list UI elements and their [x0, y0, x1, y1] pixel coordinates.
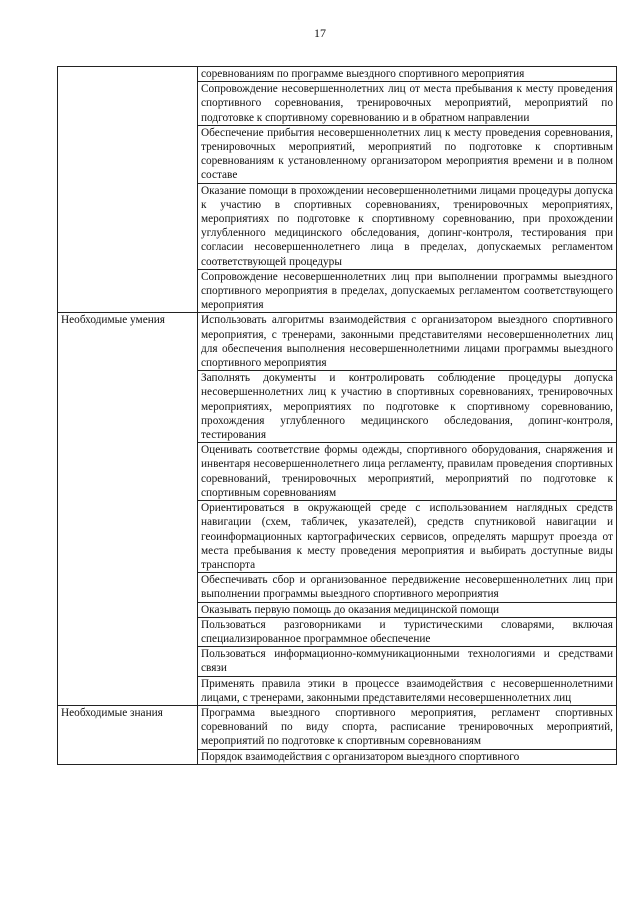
function-cell: Обеспечение прибытия несовершеннолетних лиц к месту проведения соревнования, тренировочных мероприятий, мероприятий по подготовке к спортивным соревнованиям к установленному организатором мероприятия времени и в полном составе: [198, 125, 617, 183]
skill-cell: Ориентироваться в окружающей среде с использованием наглядных средств навигации (схем, табличек, указателей), средств спутниковой навигации и геоинформационных картографических сервисов, определять маршрут проезда от места пребывания к месту проведения мероприятия и выбирать доступные виды транспорта: [198, 501, 617, 573]
skill-cell: Пользоваться информационно-коммуникационными технологиями и средствами связи: [198, 647, 617, 676]
function-cell: Оказание помощи в прохождении несовершеннолетними лицами процедуры допуска к участию в спортивных соревнованиях, тренировочных мероприятиях, мероприятиях по подготовке к спортивному соревнованию, при прохождении углубленного медицинского обследования, допинг-контроля, тестирования при согласии несовершеннолетнего лица в пределах, допускаемых регламентом соответствующей процедуры: [198, 183, 617, 269]
knowledge-cell: Программа выездного спортивного мероприятия, регламент спортивных соревнований по виду спорта, расписание тренировочных мероприятий, мероприятий по подготовке к спортивным соревнованиям: [198, 705, 617, 749]
table-row: [58, 705, 617, 749]
function-cell: Сопровождение несовершеннолетних лиц от места пребывания к месту проведения спортивного соревнования, тренировочных мероприятий, мероприятий по подготовке к спортивному соревнованию и в обратном направлении: [198, 82, 617, 126]
function-cell: соревнованиям по программе выездного спортивного мероприятия: [198, 67, 617, 82]
skill-cell: Применять правила этики в процессе взаимодействия с несовершеннолетними лицами, с тренерами, законными представителями несовершеннолетних лиц: [198, 676, 617, 705]
skill-cell: Заполнять документы и контролировать соблюдение процедуры допуска несовершеннолетних лиц к участию в спортивных соревнованиях, тренировочных мероприятиях, мероприятиях по подготовке к спортивному соревнованию, прохождения углубленного медицинского обследования, допинг-контроля, тестирования: [198, 371, 617, 443]
skills-label: Необходимые умения: [58, 313, 198, 705]
skill-cell: Использовать алгоритмы взаимодействия с организатором выездного спортивного мероприятия, с тренерами, законными представителями несовершеннолетних лиц для обеспечения выполнения несовершеннолетними лицами программы выездного спортивного мероприятия: [198, 313, 617, 371]
knowledge-text-cut: Порядок взаимодействия с организатором выездного спортивного: [201, 750, 520, 763]
table-row: [58, 313, 617, 371]
knowledge-label: Необходимые знания: [58, 705, 198, 764]
label-cell-empty: [58, 67, 198, 313]
skill-cell: Обеспечивать сбор и организованное передвижение несовершеннолетних лиц при выполнении программы выездного спортивного мероприятия: [198, 573, 617, 602]
qualification-table: [57, 66, 617, 765]
skill-cell: Пользоваться разговорниками и туристическими словарями, включая специализированное программное обеспечение: [198, 617, 617, 646]
skill-cell: Оценивать соответствие формы одежды, спортивного оборудования, снаряжения и инвентаря несовершеннолетнего лица регламенту, правилам проведения спортивных соревнований, тренировочных мероприятий, мероприятий по подготовке к спортивным соревнованиям: [198, 443, 617, 501]
knowledge-cell-cut: [198, 749, 617, 764]
page-number: 17: [314, 26, 326, 40]
skill-cell: Оказывать первую помощь до оказания медицинской помощи: [198, 602, 617, 617]
function-cell: Сопровождение несовершеннолетних лиц при выполнении программы выездного спортивного мероприятия в пределах, допускаемых регламентом соответствующего мероприятия: [198, 269, 617, 313]
table-row: [58, 67, 617, 82]
